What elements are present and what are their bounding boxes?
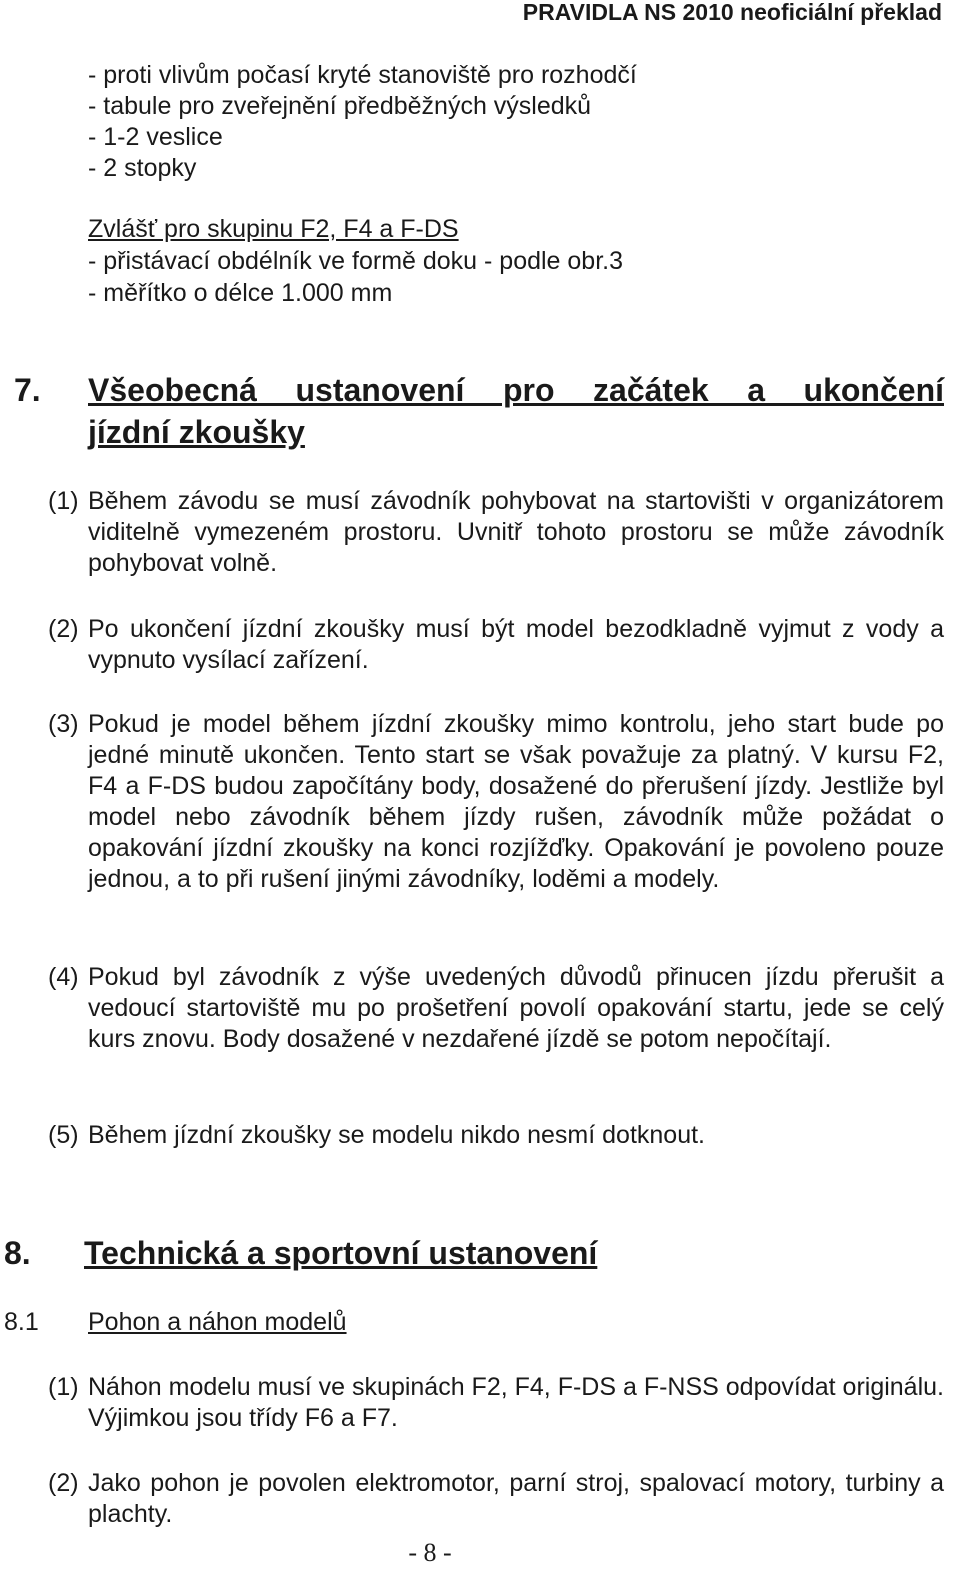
paragraph-text: Během závodu se musí závodník pohybovat na startovišti v organizátorem viditelně vymezeném prostoru. Uvnitř tohoto prostoru se může závodník pohybovat volně. xyxy=(88,487,944,577)
paragraph-number: (2) xyxy=(48,615,79,643)
subsection-title: Pohon a náhon modelů xyxy=(88,1308,347,1336)
paragraph-number: (2) xyxy=(48,1469,79,1497)
section-title-line-1: Všeobecná ustanovení pro začátek a ukončení xyxy=(88,372,944,408)
list-item: - 1-2 veslice xyxy=(88,123,223,151)
paragraph-text: Po ukončení jízdní zkoušky musí být model bezodkladně vyjmut z vody a vypnuto vysílací zařízení. xyxy=(88,615,944,674)
page-number: - 8 - xyxy=(408,1538,452,1567)
section-number: 8. xyxy=(4,1235,31,1271)
paragraph-number: (1) xyxy=(48,1373,79,1401)
paragraph xyxy=(48,1120,944,1151)
list-item: - proti vlivům počasí kryté stanoviště pro rozhodčí xyxy=(88,61,637,89)
group-heading: Zvlášť pro skupinu F2, F4 a F-DS xyxy=(88,215,459,243)
page-header: PRAVIDLA NS 2010 neoficiální překlad xyxy=(522,0,942,25)
paragraph-text: Jako pohon je povolen elektromotor, parní stroj, spalovací motory, turbiny a plachty. xyxy=(88,1469,944,1528)
paragraph-number: (5) xyxy=(48,1121,79,1149)
paragraph-number: (3) xyxy=(48,710,79,738)
paragraph xyxy=(48,1468,944,1530)
paragraph xyxy=(48,962,944,1055)
list-item: - měřítko o délce 1.000 mm xyxy=(88,279,393,307)
section-title-line-2: jízdní zkoušky xyxy=(88,414,305,450)
paragraph xyxy=(48,1372,944,1434)
paragraph-number: (1) xyxy=(48,487,79,515)
paragraph-text: Pokud byl závodník z výše uvedených důvodů přinucen jízdu přerušit a vedoucí startoviště mu po prošetření povolí opakování startu, jede se celý kurs znovu. Body dosažené v nezdařené jízdě se potom nepočítají. xyxy=(88,963,944,1053)
list-item: - tabule pro zveřejnění předběžných výsledků xyxy=(88,92,592,120)
section-number: 7. xyxy=(14,372,41,408)
list-item: - přistávací obdélník ve formě doku - podle obr.3 xyxy=(88,247,624,275)
list-item: - 2 stopky xyxy=(88,154,197,182)
paragraph-text: Náhon modelu musí ve skupinách F2, F4, F-DS a F-NSS odpovídat originálu. Výjimkou jsou třídy F6 a F7. xyxy=(88,1373,944,1432)
paragraph-text: Pokud je model během jízdní zkoušky mimo kontrolu, jeho start bude po jedné minutě ukončen. Tento start se však považuje za platný. V kursu F2, F4 a F-DS budou započítány body, dosažené do přerušení jízdy. Jestliže byl model nebo závodník během jízdy rušen, závodník může požádat o opakování jízdní zkoušky na konci rozjížďky. Opakování je povoleno pouze jednou, a to při rušení jinými závodníky, loděmi a modely. xyxy=(88,710,944,893)
paragraph xyxy=(48,614,944,676)
paragraph-text: Během jízdní zkoušky se modelu nikdo nesmí dotknout. xyxy=(88,1121,705,1149)
paragraph xyxy=(48,709,944,895)
section-title: Technická a sportovní ustanovení xyxy=(84,1235,598,1271)
subsection-number: 8.1 xyxy=(4,1308,39,1336)
paragraph-number: (4) xyxy=(48,963,79,991)
paragraph xyxy=(48,486,944,579)
